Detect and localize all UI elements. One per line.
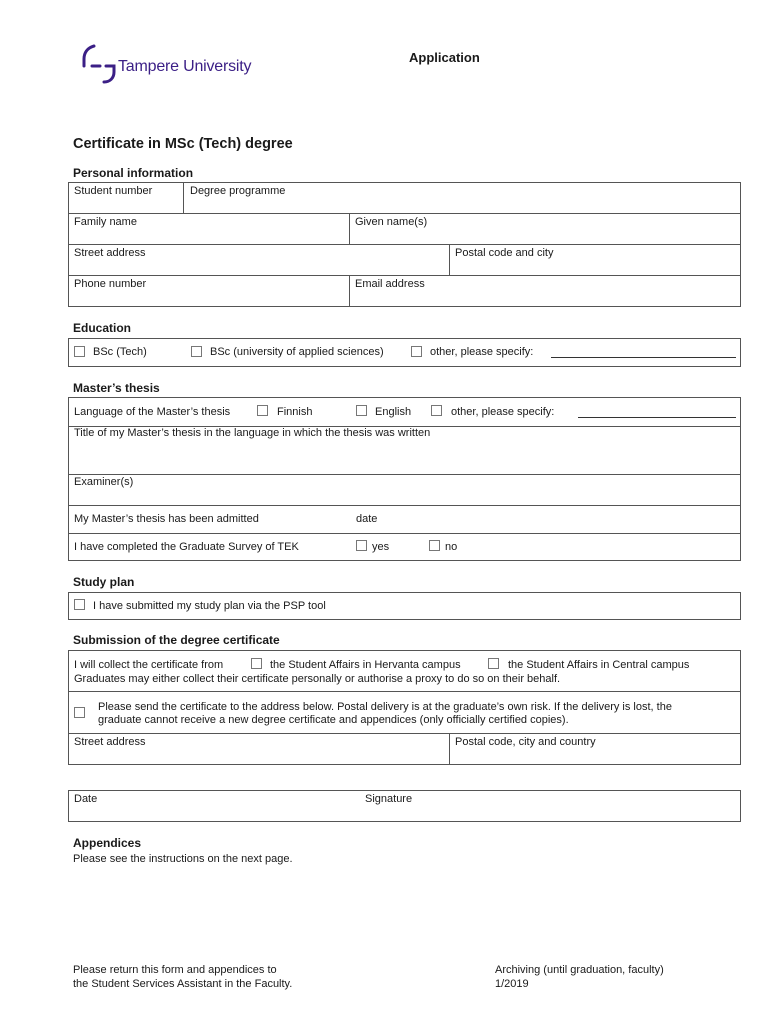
appendices-note: Please see the instructions on the next page. xyxy=(73,853,293,865)
section-education-heading: Education xyxy=(73,321,132,335)
divider xyxy=(68,244,741,245)
survey-no-checkbox[interactable] xyxy=(429,540,440,551)
divider xyxy=(68,733,741,734)
central-campus-label: the Student Affairs in Central campus xyxy=(508,659,690,671)
thesis-language-label: Language of the Master’s thesis xyxy=(74,406,231,418)
central-campus-checkbox[interactable] xyxy=(488,658,499,669)
divider xyxy=(68,505,741,506)
education-other-checkbox[interactable] xyxy=(411,346,422,357)
document-type: Application xyxy=(409,50,480,65)
section-personal-heading: Personal information xyxy=(73,166,194,180)
postal-code-city-field[interactable]: Postal code and city xyxy=(455,247,554,259)
hervanta-checkbox[interactable] xyxy=(251,658,262,669)
section-appendices-heading: Appendices xyxy=(73,836,142,850)
given-names-field[interactable]: Given name(s) xyxy=(355,216,428,228)
divider xyxy=(349,213,350,244)
english-label: English xyxy=(375,406,412,418)
bsc-uas-label: BSc (university of applied sciences) xyxy=(210,346,384,358)
page-title: Certificate in MSc (Tech) degree xyxy=(73,136,293,152)
divider xyxy=(68,213,741,214)
footer-return-line1: Please return this form and appendices to xyxy=(73,964,277,976)
language-other-input[interactable] xyxy=(578,417,736,418)
survey-yes-checkbox[interactable] xyxy=(356,540,367,551)
send-note-line2: graduate cannot receive a new degree certificate and appendices (only officially certified copies). xyxy=(98,714,569,726)
tek-survey-label: I have completed the Graduate Survey of TEK xyxy=(74,541,299,553)
phone-number-field[interactable]: Phone number xyxy=(74,278,147,290)
logo-text: Tampere University xyxy=(118,58,252,75)
date-field[interactable]: Date xyxy=(74,793,98,805)
finnish-checkbox[interactable] xyxy=(257,405,268,416)
psp-checkbox[interactable] xyxy=(74,599,85,610)
thesis-title-field[interactable]: Title of my Master’s thesis in the language in which the thesis was written xyxy=(74,427,431,439)
thesis-table xyxy=(68,397,741,561)
divider xyxy=(68,691,741,692)
email-address-field[interactable]: Email address xyxy=(355,278,425,290)
bsc-uas-checkbox[interactable] xyxy=(191,346,202,357)
section-thesis-heading: Master’s thesis xyxy=(73,381,160,395)
delivery-postal-city-country-field[interactable]: Postal code, city and country xyxy=(455,736,596,748)
street-address-field[interactable]: Street address xyxy=(74,247,146,259)
footer-return-line2: the Student Services Assistant in the Faculty. xyxy=(73,978,293,990)
bsc-tech-checkbox[interactable] xyxy=(74,346,85,357)
survey-no-label: no xyxy=(445,541,458,553)
finnish-label: Finnish xyxy=(277,406,313,418)
divider xyxy=(68,275,741,276)
divider xyxy=(68,474,741,475)
signature-field[interactable]: Signature xyxy=(365,793,413,805)
survey-yes-label: yes xyxy=(372,541,390,553)
thesis-admitted-label: My Master’s thesis has been admitted xyxy=(74,513,259,525)
degree-programme-field[interactable]: Degree programme xyxy=(190,185,286,197)
bsc-tech-label: BSc (Tech) xyxy=(93,346,147,358)
divider xyxy=(449,244,450,275)
divider xyxy=(449,733,450,765)
english-checkbox[interactable] xyxy=(356,405,367,416)
admitted-date-field[interactable]: date xyxy=(356,513,378,525)
divider xyxy=(349,275,350,307)
section-study-plan-heading: Study plan xyxy=(73,575,135,589)
divider xyxy=(183,182,184,213)
collect-from-label: I will collect the certificate from xyxy=(74,659,224,671)
language-other-label: other, please specify: xyxy=(451,406,555,418)
proxy-note: Graduates may either collect their certificate personally or authorise a proxy to do so on their behalf. xyxy=(74,673,561,685)
education-other-input[interactable] xyxy=(551,357,736,358)
examiners-field[interactable]: Examiner(s) xyxy=(74,476,134,488)
delivery-street-address-field[interactable]: Street address xyxy=(74,736,146,748)
hervanta-label: the Student Affairs in Hervanta campus xyxy=(270,659,461,671)
send-by-post-checkbox[interactable] xyxy=(74,707,85,718)
footer-version: 1/2019 xyxy=(495,978,529,990)
education-other-label: other, please specify: xyxy=(430,346,534,358)
footer-archiving: Archiving (until graduation, faculty) xyxy=(495,964,664,976)
language-other-checkbox[interactable] xyxy=(431,405,442,416)
psp-label: I have submitted my study plan via the PSP tool xyxy=(93,600,326,612)
divider xyxy=(68,533,741,534)
education-box xyxy=(68,338,741,367)
send-note-line1: Please send the certificate to the address below. Postal delivery is at the graduate’s own risk. If the delivery is lost, the xyxy=(98,701,672,713)
student-number-field[interactable]: Student number xyxy=(74,185,153,197)
section-submission-heading: Submission of the degree certificate xyxy=(73,633,280,647)
family-name-field[interactable]: Family name xyxy=(74,216,137,228)
tampere-university-logo xyxy=(82,44,118,84)
